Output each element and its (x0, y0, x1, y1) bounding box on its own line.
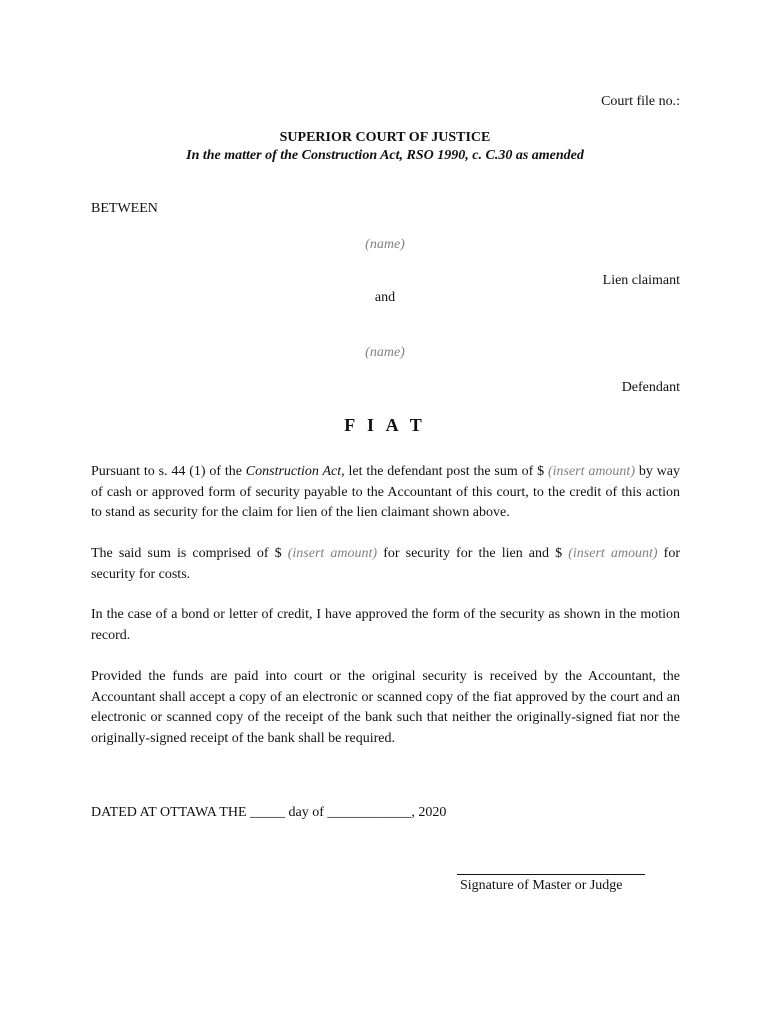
defendant-label: Defendant (621, 380, 680, 395)
paragraph-funds-provision: Provided the funds are paid into court or the original security is received by the Accountant, the Accountant shall accept a copy of an electronic or scanned copy of the fiat approved by the court and an electronic or scanned copy of the receipt of the bank such that neither the originally-signed fiat nor the originally-signed receipt of the bank shall be required. (91, 669, 680, 747)
and-label: and (374, 290, 396, 305)
between-label: BETWEEN (91, 201, 158, 216)
signature-line[interactable] (457, 874, 645, 875)
para1-text-b: , let the defendant post the sum of $ (341, 464, 548, 479)
para2-text-a: The said sum is comprised of $ (91, 546, 288, 561)
lien-amount-field[interactable]: (insert amount) (287, 546, 378, 561)
costs-amount-field[interactable]: (insert amount) (568, 546, 658, 561)
paragraph-sum-breakdown (91, 544, 680, 585)
para1-text-c: by way of cash or approved form of security payable to the Accountant of this court, to the credit of this action to stand as security for the claim for lien of the lien claimant shown above. (91, 464, 680, 521)
act-name: Construction Act (245, 464, 342, 479)
matter-subtitle: In the matter of the Construction Act, RSO 1990, c. C.30 as amended (186, 148, 584, 163)
paragraph-bond-approval: In the case of a bond or letter of credit, I have approved the form of the security as shown in the motion record. (91, 607, 680, 643)
lien-claimant-name-field[interactable]: (name) (365, 237, 405, 252)
signature-label: Signature of Master or Judge (460, 878, 623, 893)
total-amount-field[interactable]: (insert amount) (547, 464, 635, 479)
court-file-number: Court file no.: (601, 94, 680, 109)
para2-text-b: for security for the lien and $ (377, 546, 569, 561)
court-name: SUPERIOR COURT OF JUSTICE (279, 130, 491, 145)
para2-text-c: for security for costs. (91, 546, 680, 582)
paragraph-security-order (91, 462, 680, 524)
dated-line[interactable]: DATED AT OTTAWA THE _____ day of ____________, 2020 (91, 805, 447, 820)
para1-text-a: Pursuant to s. 44 (1) of the (91, 464, 246, 479)
defendant-name-field[interactable]: (name) (365, 345, 405, 360)
document-title: F I A T (344, 415, 426, 435)
lien-claimant-label: Lien claimant (602, 273, 680, 288)
